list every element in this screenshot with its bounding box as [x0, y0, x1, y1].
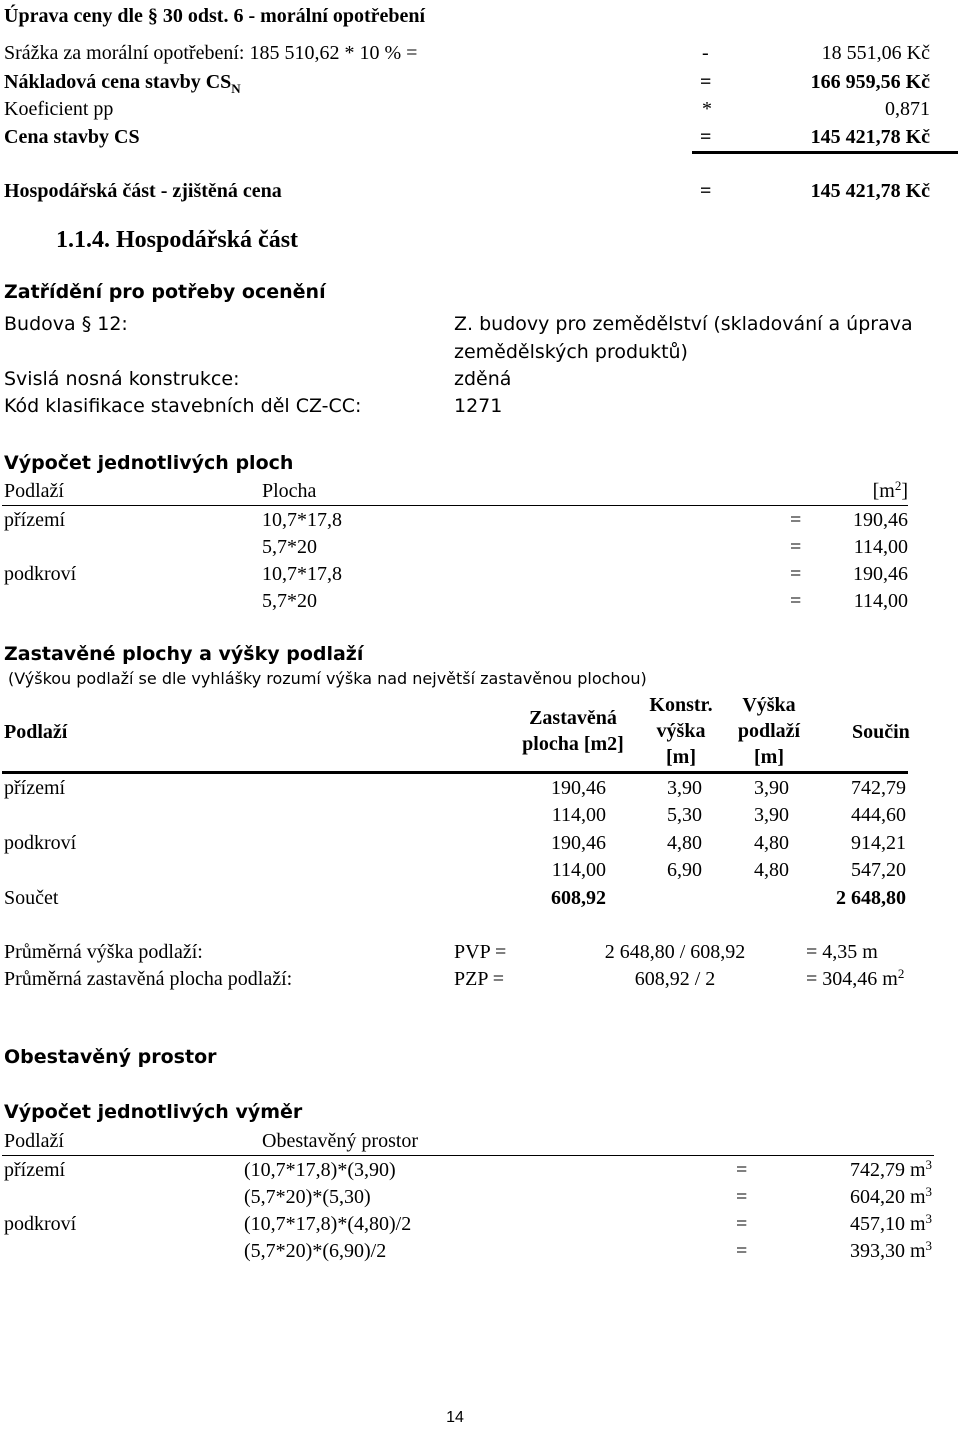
plochy-row-formula: 10,7*17,8: [262, 509, 342, 531]
prostor-title: Obestavěný prostor: [4, 1046, 217, 1068]
plochy-col-unit: $[m^2]$: [872, 478, 908, 502]
page-number: 14: [446, 1409, 464, 1426]
plochy-row-value: 190,46: [853, 509, 908, 531]
plochy-row-formula: 5,7*20: [262, 590, 317, 612]
zastavene-row-floor: přízemí: [4, 777, 66, 799]
sum-rule: [692, 151, 958, 154]
prostor-row-value: 742,79 $m^3$: [849, 1157, 932, 1181]
budova-value-line2: zemědělských produktů): [454, 341, 688, 363]
pzp-result: = 304,46 $m^2$: [806, 966, 905, 990]
zastavene-row-plocha: 114,00: [551, 804, 606, 826]
konstrukce-value: zděná: [454, 368, 512, 390]
prostor-row-eq: =: [736, 1159, 748, 1181]
plochy-row-floor: podkroví: [4, 563, 77, 585]
cena-stavby-op: =: [700, 126, 712, 148]
zastavene-total-soucin: 2 648,80: [836, 887, 906, 909]
kod-value: 1271: [454, 395, 503, 417]
zastavene-col-podlazi: Podlaží: [4, 721, 68, 743]
prostor-row-formula: (5,7*20)*(6,90)/2: [244, 1240, 387, 1262]
pvp-label: Průměrná výška podlaží:: [4, 941, 203, 963]
prostor-row-value: 604,20 $m^3$: [849, 1184, 932, 1208]
zastavene-total-label: Součet: [4, 887, 59, 909]
zastavene-col-plocha: Zastavěná plocha [m2]: [522, 707, 624, 755]
zastavene-total-plocha: 608,92: [551, 887, 606, 909]
plochy-row-value: 190,46: [853, 563, 908, 585]
zastavene-row-vyska: 4,80: [754, 832, 789, 854]
budova-value-line1: Z. budovy pro zemědělství (skladování a úprava: [454, 313, 913, 335]
zastavene-row-konstr: 6,90: [667, 859, 702, 881]
srazka-op: -: [702, 42, 709, 64]
cena-stavby-label: Cena stavby CS: [4, 126, 140, 148]
zastavene-row-vyska: 3,90: [754, 804, 789, 826]
prostor-row-value: 393,30 $m^3$: [849, 1238, 932, 1262]
koeficient-op: *: [702, 98, 712, 120]
nakladova-cena-label: Nákladová cena stavby $CS_N$: [4, 71, 241, 96]
prostor-col-podlazi: Podlaží: [4, 1130, 64, 1152]
nakladova-cena-op: =: [700, 71, 712, 93]
prostor-row-formula: (10,7*17,8)*(4,80)/2: [244, 1213, 412, 1235]
zastavene-header-rule: [2, 771, 908, 774]
plochy-row-eq: =: [790, 563, 802, 585]
zjistena-cena-label: Hospodářská část - zjištěná cena: [4, 180, 282, 202]
zastavene-row-soucin: 444,60: [851, 804, 906, 826]
cena-stavby-value: 145 421,78 Kč: [810, 126, 930, 148]
plochy-col-podlazi: Podlaží: [4, 480, 64, 502]
plochy-header-rule: [2, 505, 908, 506]
plochy-row-eq: =: [790, 509, 802, 531]
prostor-row-eq: =: [736, 1186, 748, 1208]
zastavene-row-konstr: 5,30: [667, 804, 702, 826]
kod-label: Kód klasifikace stavebních děl CZ-CC:: [4, 395, 362, 417]
zastavene-col-soucin: Součin: [852, 721, 910, 743]
pzp-label: Průměrná zastavěná plocha podlaží:: [4, 968, 293, 990]
zastavene-col-konstr: Konstr. výška [m]: [649, 694, 713, 768]
zjistena-cena-op: =: [700, 180, 712, 202]
srazka-value: 18 551,06 Kč: [821, 42, 930, 64]
zastavene-row-floor: podkroví: [4, 832, 77, 854]
zastavene-col-vyska: Výška podlaží [m]: [737, 694, 801, 768]
plochy-row-formula: 10,7*17,8: [262, 563, 342, 585]
pvp-calc: 2 648,80 / 608,92: [604, 941, 746, 963]
plochy-row-floor: přízemí: [4, 509, 66, 531]
prostor-row-formula: (5,7*20)*(5,30): [244, 1186, 371, 1208]
plochy-col-plocha: Plocha: [262, 480, 317, 502]
section-heading: 1.1.4. Hospodářská část: [56, 227, 299, 253]
prostor-row-floor: přízemí: [4, 1159, 66, 1181]
pvp-abbr: PVP =: [454, 941, 507, 963]
zastavene-row-soucin: 547,20: [851, 859, 906, 881]
zastavene-row-vyska: 3,90: [754, 777, 789, 799]
koeficient-label: Koeficient pp: [4, 98, 114, 120]
pzp-calc: 608,92 / 2: [634, 968, 716, 990]
zastavene-note: (Výškou podlaží se dle vyhlášky rozumí výška nad největší zastavěnou plochou): [8, 669, 647, 688]
zastavene-row-konstr: 4,80: [667, 832, 702, 854]
page-title: Úprava ceny dle § 30 odst. 6 - morální opotřebení: [4, 5, 426, 27]
koeficient-value: 0,871: [885, 98, 930, 120]
classification-title: Zatřídění pro potřeby ocenění: [4, 281, 326, 303]
prostor-row-eq: =: [736, 1213, 748, 1235]
zastavene-row-soucin: 742,79: [851, 777, 906, 799]
plochy-row-value: 114,00: [853, 536, 908, 558]
zjistena-cena-value: 145 421,78 Kč: [810, 180, 930, 202]
budova-label: Budova § 12:: [4, 313, 128, 335]
zastavene-row-plocha: 114,00: [551, 859, 606, 881]
plochy-row-eq: =: [790, 590, 802, 612]
prostor-row-value: 457,10 $m^3$: [849, 1211, 932, 1235]
nakladova-cena-value: 166 959,56 Kč: [810, 71, 930, 93]
zastavene-row-vyska: 4,80: [754, 859, 789, 881]
prostor-row-eq: =: [736, 1240, 748, 1262]
plochy-row-formula: 5,7*20: [262, 536, 317, 558]
prostor-row-floor: podkroví: [4, 1213, 77, 1235]
prostor-col-prostor: Obestavěný prostor: [262, 1130, 419, 1152]
pvp-result: = 4,35 m: [806, 941, 878, 963]
prostor-subtitle: Výpočet jednotlivých výměr: [4, 1101, 303, 1123]
plochy-row-value: 114,00: [853, 590, 908, 612]
zastavene-row-konstr: 3,90: [667, 777, 702, 799]
srazka-label: Srážka za morální opotřebení: 185 510,62 * 10 % =: [4, 42, 418, 64]
zastavene-row-plocha: 190,46: [551, 777, 606, 799]
konstrukce-label: Svislá nosná konstrukce:: [4, 368, 240, 390]
prostor-row-formula: (10,7*17,8)*(3,90): [244, 1159, 396, 1181]
zastavene-row-plocha: 190,46: [551, 832, 606, 854]
plochy-title: Výpočet jednotlivých ploch: [4, 452, 294, 474]
zastavene-title: Zastavěné plochy a výšky podlaží: [4, 643, 364, 665]
prostor-header-rule: [2, 1155, 934, 1156]
pzp-abbr: PZP =: [454, 968, 504, 990]
zastavene-row-soucin: 914,21: [851, 832, 906, 854]
plochy-row-eq: =: [790, 536, 802, 558]
